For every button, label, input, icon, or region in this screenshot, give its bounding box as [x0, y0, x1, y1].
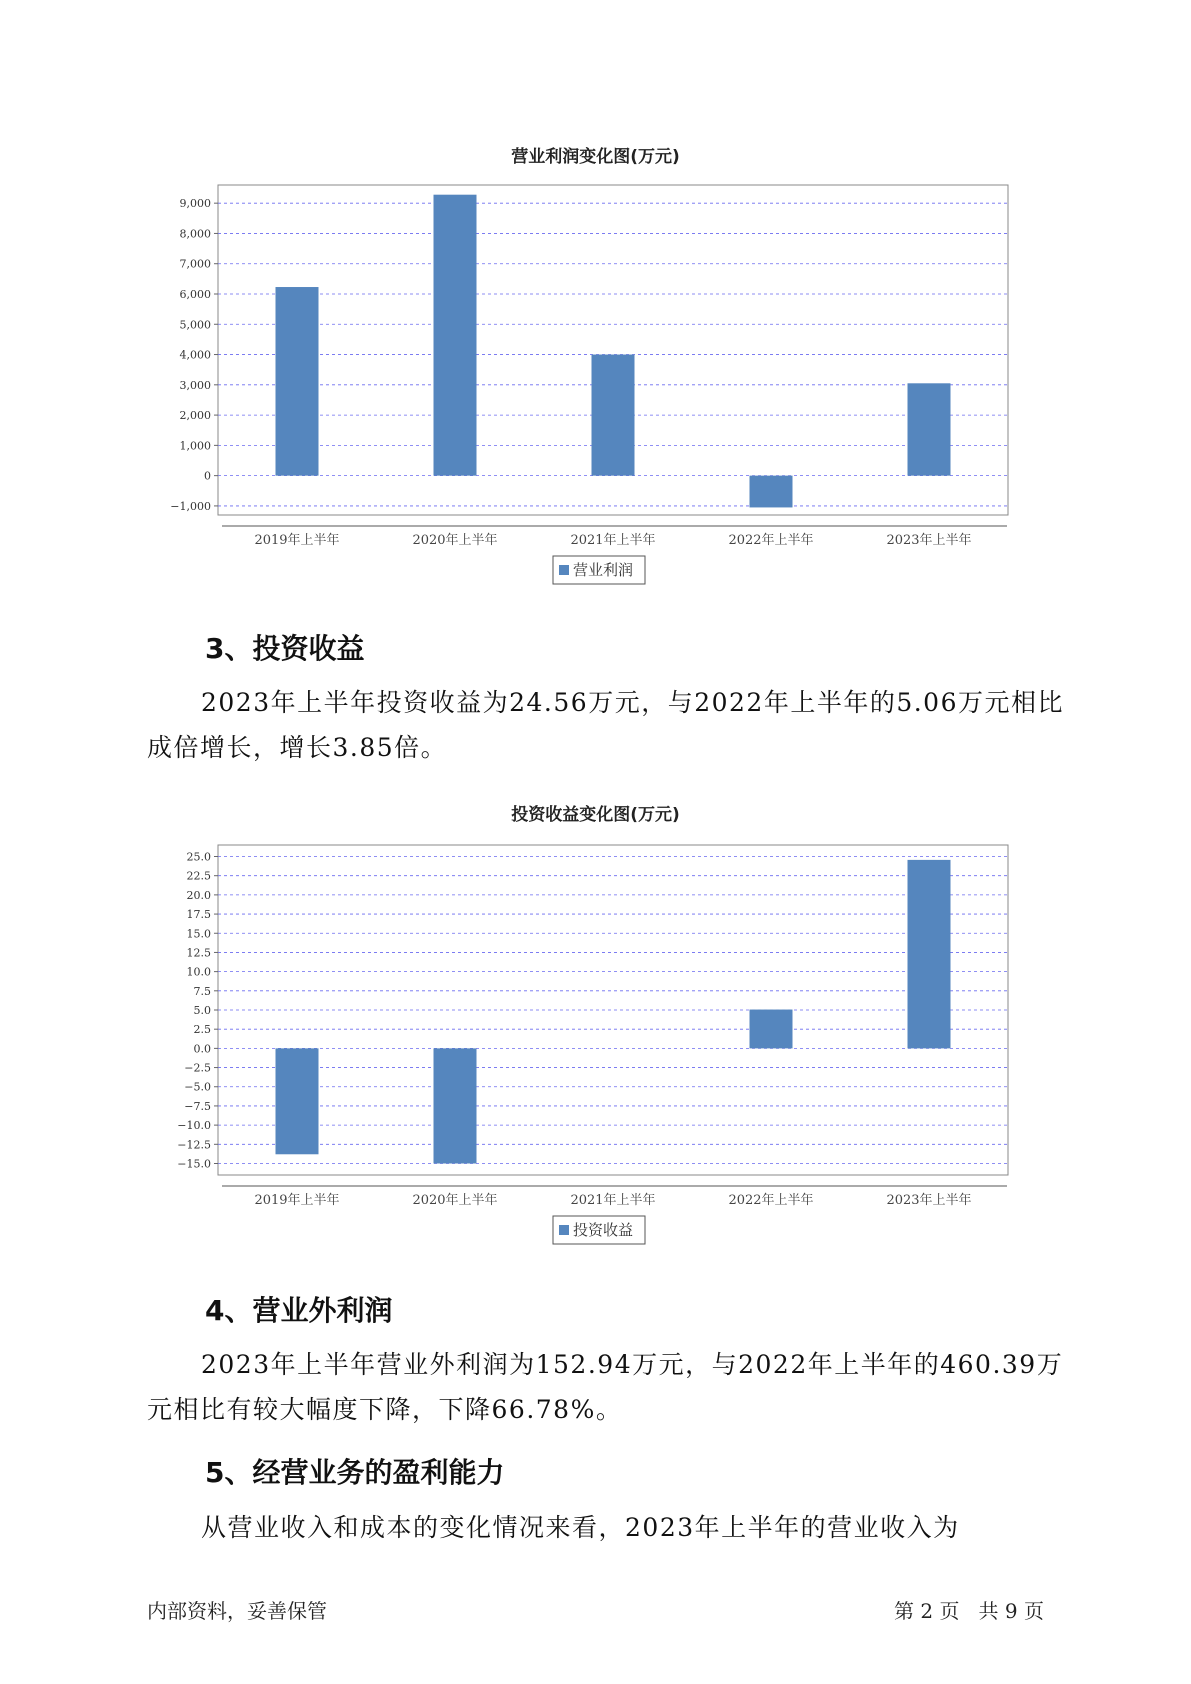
- section-heading: 3、投资收益: [205, 632, 365, 665]
- y-tick-label: 3,000: [179, 378, 211, 392]
- y-tick-label: −12.5: [177, 1138, 211, 1152]
- section-heading: 5、经营业务的盈利能力: [205, 1456, 505, 1489]
- y-tick-label: 10.0: [186, 965, 211, 979]
- footer-page-number: 第 2 页 共 9 页: [894, 1599, 1044, 1623]
- y-tick-label: 2.5: [193, 1023, 211, 1037]
- chart-title: 投资收益变化图(万元): [511, 805, 680, 825]
- x-tick-label: 2021年上半年: [570, 533, 656, 548]
- legend-label: 营业利润: [573, 561, 634, 579]
- y-tick-label: −15.0: [177, 1157, 211, 1171]
- section-heading: 4、营业外利润: [205, 1294, 393, 1327]
- paragraph-line: 2023年上半年投资收益为24.56万元，与2022年上半年的5.06万元相比: [201, 688, 1064, 717]
- x-tick-label: 2020年上半年: [412, 533, 498, 548]
- bar: [276, 1048, 319, 1154]
- y-tick-label: 1,000: [179, 439, 211, 453]
- y-tick-label: 12.5: [186, 946, 211, 960]
- x-tick-label: 2020年上半年: [412, 1193, 498, 1208]
- x-tick-label: 2023年上半年: [886, 1193, 972, 1208]
- y-tick-label: 17.5: [186, 908, 211, 922]
- legend-label: 投资收益: [573, 1221, 634, 1239]
- chart-title: 营业利润变化图(万元): [511, 147, 680, 167]
- y-tick-label: 7.5: [193, 984, 211, 998]
- y-tick-label: 7,000: [179, 257, 211, 271]
- y-tick-label: 2,000: [179, 409, 211, 423]
- plot-area: [218, 845, 1008, 1175]
- y-tick-label: 0: [204, 469, 211, 483]
- bar: [908, 860, 951, 1048]
- y-tick-label: −2.5: [184, 1061, 211, 1075]
- y-tick-label: −1,000: [170, 499, 211, 513]
- y-tick-label: −10.0: [177, 1119, 211, 1133]
- y-tick-label: 6,000: [179, 287, 211, 301]
- x-tick-label: 2021年上半年: [570, 1193, 656, 1208]
- paragraph-line: 成倍增长，增长3.85倍。: [147, 733, 448, 762]
- x-tick-label: 2022年上半年: [728, 1193, 814, 1208]
- y-tick-label: 15.0: [186, 927, 211, 941]
- paragraph-line: 从营业收入和成本的变化情况来看，2023年上半年的营业收入为: [201, 1513, 960, 1542]
- footer-confidential-note: 内部资料，妥善保管: [147, 1599, 327, 1623]
- y-tick-label: 20.0: [186, 888, 211, 902]
- y-tick-label: −7.5: [184, 1099, 211, 1113]
- y-tick-label: 8,000: [179, 227, 211, 241]
- x-tick-label: 2022年上半年: [728, 533, 814, 548]
- y-tick-label: 22.5: [186, 869, 211, 883]
- paragraph-line: 2023年上半年营业外利润为152.94万元，与2022年上半年的460.39万: [201, 1350, 1064, 1379]
- y-tick-label: 0.0: [193, 1042, 211, 1056]
- paragraph: [147, 1505, 1067, 1550]
- x-tick-label: 2019年上半年: [254, 533, 340, 548]
- x-tick-label: 2019年上半年: [254, 1193, 340, 1208]
- y-tick-label: 5.0: [193, 1004, 211, 1017]
- x-tick-label: 2023年上半年: [886, 533, 972, 548]
- y-tick-label: 25.0: [186, 850, 211, 864]
- paragraph: [147, 1342, 1067, 1432]
- y-tick-label: 5,000: [179, 318, 211, 332]
- legend-swatch: [559, 1225, 569, 1235]
- bar: [750, 1010, 793, 1049]
- bar: [434, 1048, 477, 1163]
- y-tick-label: 4,000: [179, 348, 211, 362]
- y-tick-label: 9,000: [179, 197, 211, 211]
- y-tick-label: −5.0: [184, 1080, 211, 1094]
- paragraph-line: 元相比有较大幅度下降，下降66.78%。: [147, 1395, 623, 1424]
